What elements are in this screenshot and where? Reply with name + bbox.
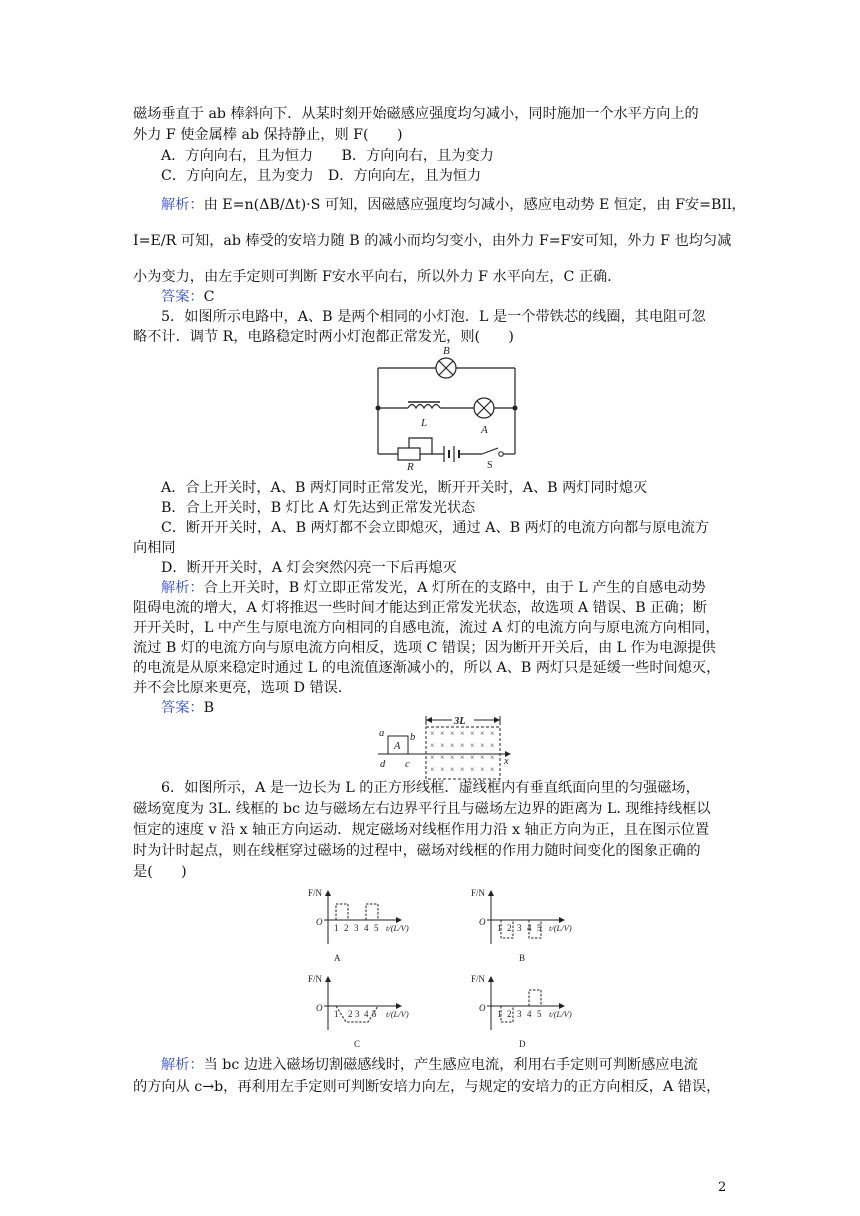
- xlabel: t/(L/V): [386, 1009, 409, 1019]
- field-cross: ×: [460, 765, 465, 774]
- field-cross: ×: [470, 741, 475, 750]
- field-cross: ×: [470, 729, 475, 738]
- q5-analysis-line5: 的电流是从原来稳定时通过 L 的电流值逐渐减小的，所以 A、B 两灯只是延缓一些时间熄灭，: [133, 660, 721, 676]
- q5-option-d: D．断开开关时，A 灯会突然闪亮一下后再熄灭: [161, 560, 457, 576]
- tick-label: 5: [372, 1009, 377, 1019]
- tick-label: 3: [355, 1009, 360, 1019]
- ylabel: F/N: [471, 888, 486, 898]
- field-cross: ×: [470, 765, 475, 774]
- field-cross: ×: [490, 729, 495, 738]
- analysis-text: 由 E=n(ΔB/Δt)·S 可知，因磁感应强度均匀减小，感应电动势 E 恒定，由 F安=BIl，: [203, 197, 746, 213]
- q5-analysis-line3: 开开关时，L 中产生与原电流方向相同的自感电流，流过 A 灯的电流方向与原电流方向相同，: [133, 620, 720, 636]
- tick-label: 1: [497, 923, 502, 933]
- field-width-label: 3L: [454, 716, 466, 727]
- resistor-r-label: R: [407, 461, 414, 473]
- origin-label: O: [479, 1003, 486, 1013]
- q5-analysis-line2: 阻碍电流的增大，A 灯将推迟一些时间才能达到正常发光状态，故选项 A 错误、B 正确；断: [133, 600, 707, 616]
- graph-option-a: [310, 884, 440, 966]
- q4-answer: [161, 287, 759, 308]
- tick-label: 2: [507, 923, 512, 933]
- field-cross: ×: [430, 729, 435, 738]
- q5-analysis-line1: [161, 578, 759, 599]
- field-cross: ×: [440, 765, 445, 774]
- field-cross: ×: [430, 753, 435, 762]
- graph-option-d: [473, 970, 603, 1052]
- tick-label: 3: [517, 923, 522, 933]
- field-cross: ×: [480, 753, 485, 762]
- analysis-text: 当 bc 边进入磁场切割磁感线时，产生感应电流，利用右手定则可判断感应电流: [203, 1057, 698, 1073]
- tick-label: 2: [348, 1009, 353, 1019]
- field-cross: ×: [480, 729, 485, 738]
- tick-label: 4: [527, 923, 532, 933]
- analysis-label: 解析：: [161, 197, 204, 213]
- q6-analysis-line2: 的方向从 c→b，再利用左手定则可判断安培力向左，与规定的安培力的正方向相反，A 错误，: [133, 1079, 721, 1095]
- graph-caption: D: [519, 1039, 526, 1049]
- graph-option-c: [310, 970, 440, 1052]
- tick-label: 5: [537, 1009, 542, 1019]
- q6-stem-line2: 磁场宽度为 3L. 线框的 bc 边与磁场左右边界平行且与磁场左边界的距离为 L. 现维持线框以: [133, 801, 711, 817]
- circuit-diagram: [370, 345, 520, 473]
- q5-analysis-line4: 流过 B 灯的电流方向与原电流方向相反，选项 C 错误；因为断开开关后，由 L 作为电源提供: [133, 640, 716, 656]
- q5-option-a: A．合上开关时，A、B 两灯同时正常发光，断开开关时，A、B 两灯同时熄灭: [161, 480, 648, 496]
- field-cross: ×: [440, 741, 445, 750]
- tick-label: 1: [334, 923, 339, 933]
- tick-label: 4: [364, 1009, 369, 1019]
- ylabel: F/N: [308, 888, 323, 898]
- q4-analysis-line1: [161, 195, 759, 216]
- field-cross: ×: [430, 765, 435, 774]
- graph-caption: A: [334, 953, 341, 963]
- lamp-b-label: B: [443, 345, 450, 357]
- q4-analysis-line2: I=E/R 可知，ab 棒受的安培力随 B 的减小而均匀变小，由外力 F=F安可知，外力 F 也均匀减: [133, 233, 732, 249]
- q4-options-cd: C．方向向左，且为变力 D．方向向左，且为恒力: [161, 168, 482, 184]
- q6-stem-line5: 是( ): [133, 864, 187, 880]
- field-cross: ×: [460, 741, 465, 750]
- xlabel: t/(L/V): [386, 923, 409, 933]
- corner-d-label: d: [380, 759, 386, 770]
- q5-stem-line1: 5．如图所示电路中，A、B 是两个相同的小灯泡．L 是一个带铁芯的线圈，其电阻可忽: [161, 309, 706, 325]
- page-number: 2: [718, 1180, 727, 1195]
- field-cross: ×: [490, 765, 495, 774]
- origin-label: O: [316, 917, 323, 927]
- loop-a-label: A: [394, 741, 401, 752]
- corner-a-label: a: [379, 728, 385, 739]
- field-cross: ×: [440, 729, 445, 738]
- field-crosses: [430, 729, 495, 774]
- xlabel: t/(L/V): [549, 923, 572, 933]
- tick-label: 2: [344, 923, 349, 933]
- analysis-label: 解析：: [161, 580, 204, 596]
- tick-label: 4: [527, 1009, 532, 1019]
- q4-options-ab: A．方向向右，且为恒力 B．方向向右，且为变力: [161, 148, 494, 164]
- q6-stem-line3: 恒定的速度 v 沿 x 轴正方向运动．规定磁场对线框作用力沿 x 轴正方向为正，且在图示位置: [133, 822, 710, 838]
- tick-label: 5: [374, 923, 379, 933]
- switch-s-label: S: [487, 460, 493, 471]
- lamp-a-label: A: [481, 424, 488, 436]
- q4-stem-line2: 外力 F 使金属棒 ab 保持静止，则 F( ): [133, 127, 403, 143]
- answer-label: 答案：: [161, 289, 204, 305]
- answer-value: C: [203, 289, 215, 305]
- field-cross: ×: [490, 741, 495, 750]
- q6-stem-line4: 时为计时起点，则在线框穿过磁场的过程中，磁场对线框的作用力随时间变化的图象正确的: [133, 843, 701, 859]
- xlabel: t/(L/V): [549, 1009, 572, 1019]
- q4-stem-line1: 磁场垂直于 ab 棒斜向下．从某时刻开始磁感应强度均匀减小，同时施加一个水平方向上的: [133, 106, 699, 122]
- q6-analysis-line1: [161, 1055, 759, 1076]
- field-cross: ×: [450, 753, 455, 762]
- inductor-l-label: L: [421, 417, 428, 429]
- graph-option-b: [473, 884, 603, 966]
- tick-label: 3: [517, 1009, 522, 1019]
- corner-c-label: c: [405, 759, 410, 770]
- field-cross: ×: [470, 753, 475, 762]
- field-cross: ×: [460, 753, 465, 762]
- answer-value: B: [203, 700, 215, 716]
- q4-analysis-line3: 小为变力，由左手定则可判断 F安水平向右，所以外力 F 水平向左，C 正确．: [133, 269, 622, 285]
- q5-analysis-line6: 并不会比原来更亮，选项 D 错误．: [133, 680, 353, 696]
- tick-label: 3: [354, 923, 359, 933]
- field-cross: ×: [450, 765, 455, 774]
- field-cross: ×: [450, 741, 455, 750]
- tick-label: 2: [507, 1009, 512, 1019]
- field-cross: ×: [430, 741, 435, 750]
- graph-caption: C: [354, 1039, 361, 1049]
- origin-label: O: [316, 1003, 323, 1013]
- field-cross: ×: [440, 753, 445, 762]
- field-cross: ×: [490, 753, 495, 762]
- tick-label: 1: [334, 1009, 339, 1019]
- q5-option-c-line1: C．断开开关时，A、B 两灯都不会立即熄灭，通过 A、B 两灯的电流方向都与原电流方: [161, 520, 710, 536]
- field-cross: ×: [460, 729, 465, 738]
- corner-b-label: b: [410, 732, 416, 743]
- magnetic-field-diagram: [374, 712, 514, 782]
- field-cross: ×: [480, 741, 485, 750]
- ylabel: F/N: [308, 974, 323, 984]
- tick-label: 1: [497, 1009, 502, 1019]
- tick-label: 4: [364, 923, 369, 933]
- q5-option-b: B．合上开关时，B 灯比 A 灯先达到正常发光状态: [161, 500, 476, 516]
- origin-label: O: [479, 917, 486, 927]
- tick-label: 5: [537, 923, 542, 933]
- q5-option-c-line2: 向相同: [133, 540, 176, 556]
- ylabel: F/N: [471, 974, 486, 984]
- field-cross: ×: [480, 765, 485, 774]
- field-cross: ×: [450, 729, 455, 738]
- answer-label: 答案：: [161, 700, 204, 716]
- q6-stem-line1: 6．如图所示，A 是一边长为 L 的正方形线框．虚线框内有垂直纸面向里的匀强磁场，: [161, 780, 700, 796]
- graph-caption: B: [519, 953, 526, 963]
- x-axis-label: x: [504, 756, 509, 767]
- analysis-label: 解析：: [161, 1057, 204, 1073]
- analysis-text: 合上开关时，B 灯立即正常发光，A 灯所在的支路中，由于 L 产生的自感电动势: [203, 580, 706, 596]
- q5-stem-line2: 略不计．调节 R，电路稳定时两小灯泡都正常发光，则( ): [133, 329, 514, 345]
